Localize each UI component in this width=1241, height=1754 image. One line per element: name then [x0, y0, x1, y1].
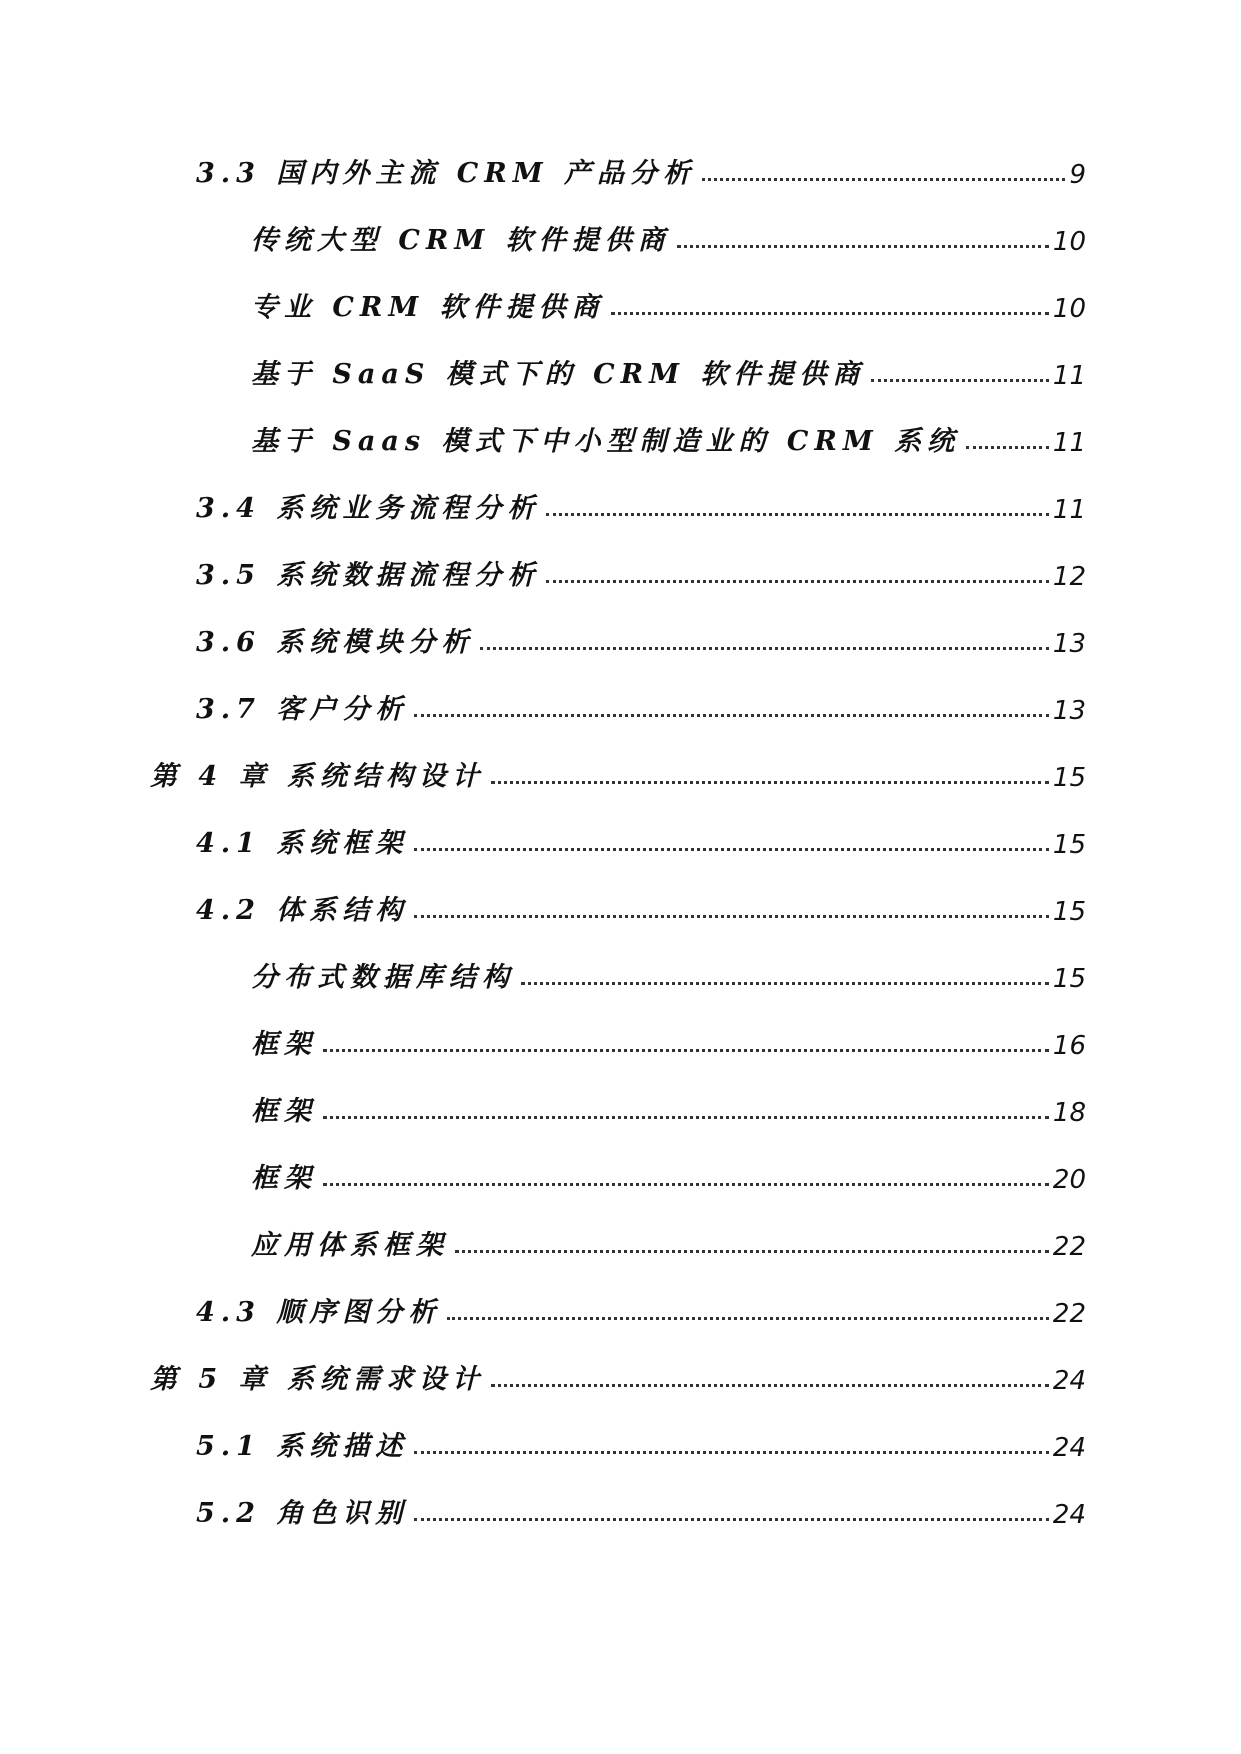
toc-entry-title: 3.6 系统模块分析	[196, 627, 475, 658]
toc-entry-page: 22	[1052, 1299, 1086, 1329]
toc-entry-title: 传统大型 CRM 软件提供商	[251, 225, 671, 256]
toc-leader-dots	[491, 781, 1049, 784]
toc-leader-dots	[323, 1183, 1049, 1186]
toc-entry[interactable]	[196, 150, 1086, 190]
toc-entry[interactable]	[196, 1289, 1086, 1329]
toc-leader-dots	[447, 1317, 1049, 1320]
toc-entry-title: 4.1 系统框架	[196, 828, 409, 859]
toc-entry-page: 24	[1052, 1366, 1086, 1396]
toc-entry-title: 3.4 系统业务流程分析	[196, 493, 541, 524]
toc-entry-page: 11	[1052, 495, 1086, 525]
toc-entry-page: 18	[1052, 1098, 1086, 1128]
toc-entry-page: 13	[1052, 629, 1086, 659]
toc-entry-page: 10	[1052, 227, 1086, 257]
toc-entry-page: 13	[1052, 696, 1086, 726]
toc-entry-title: 3.7 客户分析	[196, 694, 409, 725]
toc-entry[interactable]	[196, 1490, 1086, 1530]
toc-entry-page: 15	[1052, 964, 1086, 994]
toc-entry[interactable]	[196, 1423, 1086, 1463]
toc-entry[interactable]	[196, 552, 1086, 592]
toc-entry-page: 24	[1052, 1500, 1086, 1530]
toc-entry-title: 3.5 系统数据流程分析	[196, 560, 541, 591]
toc-entry-title: 3.3 国内外主流 CRM 产品分析	[196, 158, 696, 189]
toc-entry[interactable]	[251, 1155, 1086, 1195]
toc-entry-title: 第 4 章 系统结构设计	[150, 761, 485, 792]
toc-entry-title: 基于 SaaS 模式下的 CRM 软件提供商	[251, 359, 866, 390]
toc-entry-title: 基于 Saas 模式下中小型制造业的 CRM 系统	[251, 426, 961, 457]
toc-entry-title: 5.2 角色识别	[196, 1498, 409, 1529]
toc-leader-dots	[491, 1384, 1049, 1387]
toc-entry-page: 24	[1052, 1433, 1086, 1463]
toc-entry[interactable]	[251, 284, 1086, 324]
toc-leader-dots	[966, 446, 1049, 449]
toc-leader-dots	[702, 178, 1065, 181]
toc-entry-page: 20	[1052, 1165, 1086, 1195]
toc-entry-page: 22	[1052, 1232, 1086, 1262]
toc-entry-title: 框架	[251, 1029, 317, 1060]
toc-entry-page: 15	[1052, 763, 1086, 793]
toc-entry[interactable]	[196, 887, 1086, 927]
toc-leader-dots	[414, 915, 1049, 918]
toc-leader-dots	[546, 580, 1049, 583]
toc-entry-page: 10	[1052, 294, 1086, 324]
toc-entry-page: 9	[1069, 160, 1086, 190]
toc-leader-dots	[871, 379, 1049, 382]
toc-leader-dots	[414, 714, 1049, 717]
toc-leader-dots	[414, 848, 1049, 851]
toc-entry-page: 15	[1052, 830, 1086, 860]
toc-entry-title: 4.3 顺序图分析	[196, 1297, 442, 1328]
toc-leader-dots	[323, 1049, 1049, 1052]
toc-leader-dots	[546, 513, 1049, 516]
toc-entry[interactable]	[251, 217, 1086, 257]
toc-entry-chapter[interactable]	[150, 1356, 1086, 1396]
toc-entry-chapter[interactable]	[150, 753, 1086, 793]
toc-entry[interactable]	[196, 820, 1086, 860]
toc-leader-dots	[521, 982, 1049, 985]
toc-entry-page: 15	[1052, 897, 1086, 927]
toc-entry[interactable]	[251, 954, 1086, 994]
toc-entry-title: 4.2 体系结构	[196, 895, 409, 926]
toc-entry-title: 框架	[251, 1163, 317, 1194]
toc-leader-dots	[611, 312, 1049, 315]
toc-entry-title: 第 5 章 系统需求设计	[150, 1364, 485, 1395]
toc-entry-page: 16	[1052, 1031, 1086, 1061]
toc-entry[interactable]	[251, 1088, 1086, 1128]
toc-entry-page: 11	[1052, 361, 1086, 391]
toc-leader-dots	[455, 1250, 1049, 1253]
toc-entry[interactable]	[251, 351, 1086, 391]
toc-entry-title: 专业 CRM 软件提供商	[251, 292, 605, 323]
toc-entry-title: 应用体系框架	[251, 1230, 449, 1261]
toc-entry[interactable]	[196, 485, 1086, 525]
toc-entry[interactable]	[251, 418, 1086, 458]
toc-entry-title: 框架	[251, 1096, 317, 1127]
toc-entry[interactable]	[251, 1021, 1086, 1061]
toc-entry[interactable]	[196, 619, 1086, 659]
toc-entry[interactable]	[251, 1222, 1086, 1262]
toc-leader-dots	[414, 1518, 1049, 1521]
toc-leader-dots	[677, 245, 1049, 248]
toc-entry[interactable]	[196, 686, 1086, 726]
toc-leader-dots	[414, 1451, 1049, 1454]
toc-entry-page: 11	[1052, 428, 1086, 458]
toc-leader-dots	[323, 1116, 1049, 1119]
toc-entry-title: 分布式数据库结构	[251, 962, 515, 993]
toc-entry-title: 5.1 系统描述	[196, 1431, 409, 1462]
toc-entry-page: 12	[1052, 562, 1086, 592]
toc-leader-dots	[480, 647, 1049, 650]
